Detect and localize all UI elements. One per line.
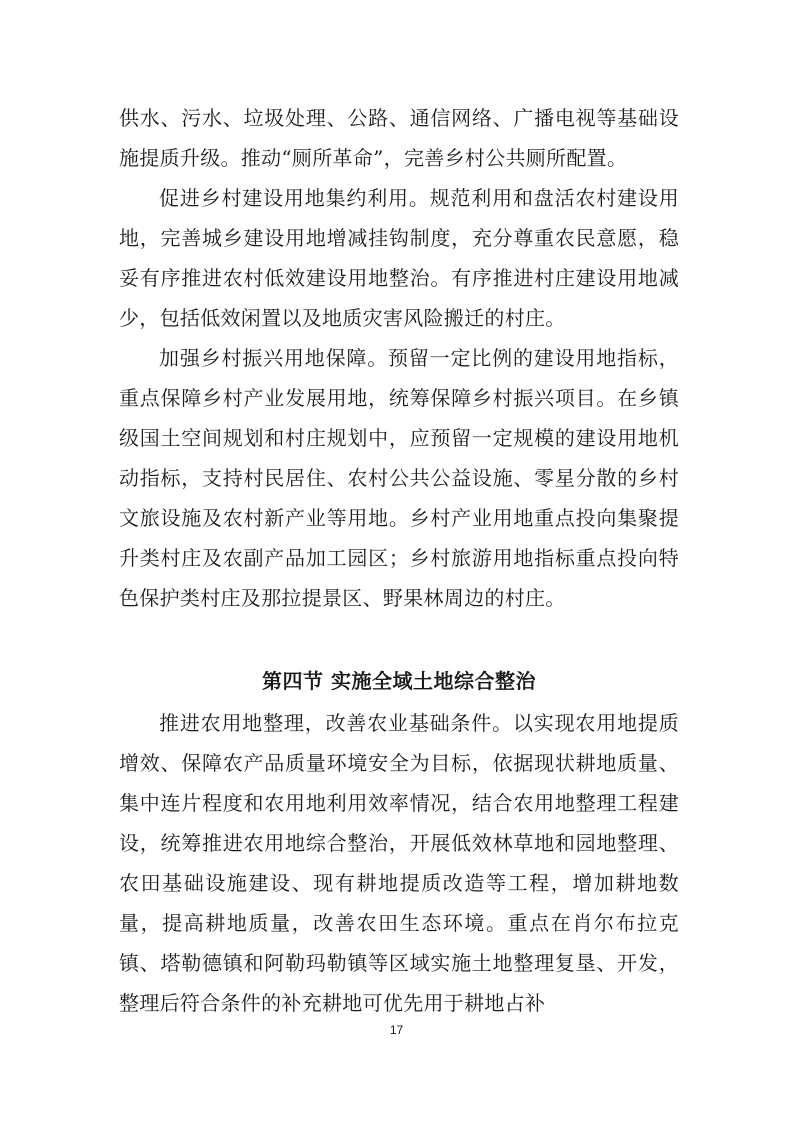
paragraph-infrastructure-continued: 供水、污水、垃圾处理、公路、通信网络、广播电视等基础设施提质升级。推动“厕所革命”，完善乡村公共厕所配置。: [119, 106, 679, 170]
section-heading: 第四节 实施全域土地综合整治: [262, 669, 536, 693]
page-number: 17: [389, 1023, 404, 1037]
paragraph-rural-revitalization-land: 加强乡村振兴用地保障。预留一定比例的建设用地指标，重点保障乡村产业发展用地，统筹保障乡村振兴项目。在乡镇级国土空间规划和村庄规划中，应预留一定规模的建设用地机动指标，支持村民居住、农村公共公益设施、零星分散的乡村文旅设施及农村新产业等用地。乡村产业用地重点投向集聚提升类村庄及农副产品加工园区；乡村旅游用地指标重点投向特色保护类村庄及那拉提景区、野果林周边的村庄。: [119, 346, 679, 610]
paragraph-rural-land-use: 促进乡村建设用地集约利用。规范利用和盘活农村建设用地，完善城乡建设用地增减挂钩制度，充分尊重农民意愿，稳妥有序推进农村低效建设用地整治。有序推进村庄建设用地减少，包括低效闲置以及地质灾害风险搬迁的村庄。: [119, 186, 679, 330]
paragraph-farmland-consolidation: 推进农用地整理，改善农业基础条件。以实现农用地提质增效、保障农产品质量环境安全为目标，依据现状耕地质量、集中连片程度和农用地利用效率情况，结合农用地整理工程建设，统筹推进农用地综合整治，开展低效林草地和园地整理、农田基础设施建设、现有耕地提质改造等工程，增加耕地数量，提高耕地质量，改善农田生态环境。重点在肖尔布拉克镇、塔勒德镇和阿勒玛勒镇等区域实施土地整理复垦、开发，整理后符合条件的补充耕地可优先用于耕地占补: [119, 711, 679, 1015]
